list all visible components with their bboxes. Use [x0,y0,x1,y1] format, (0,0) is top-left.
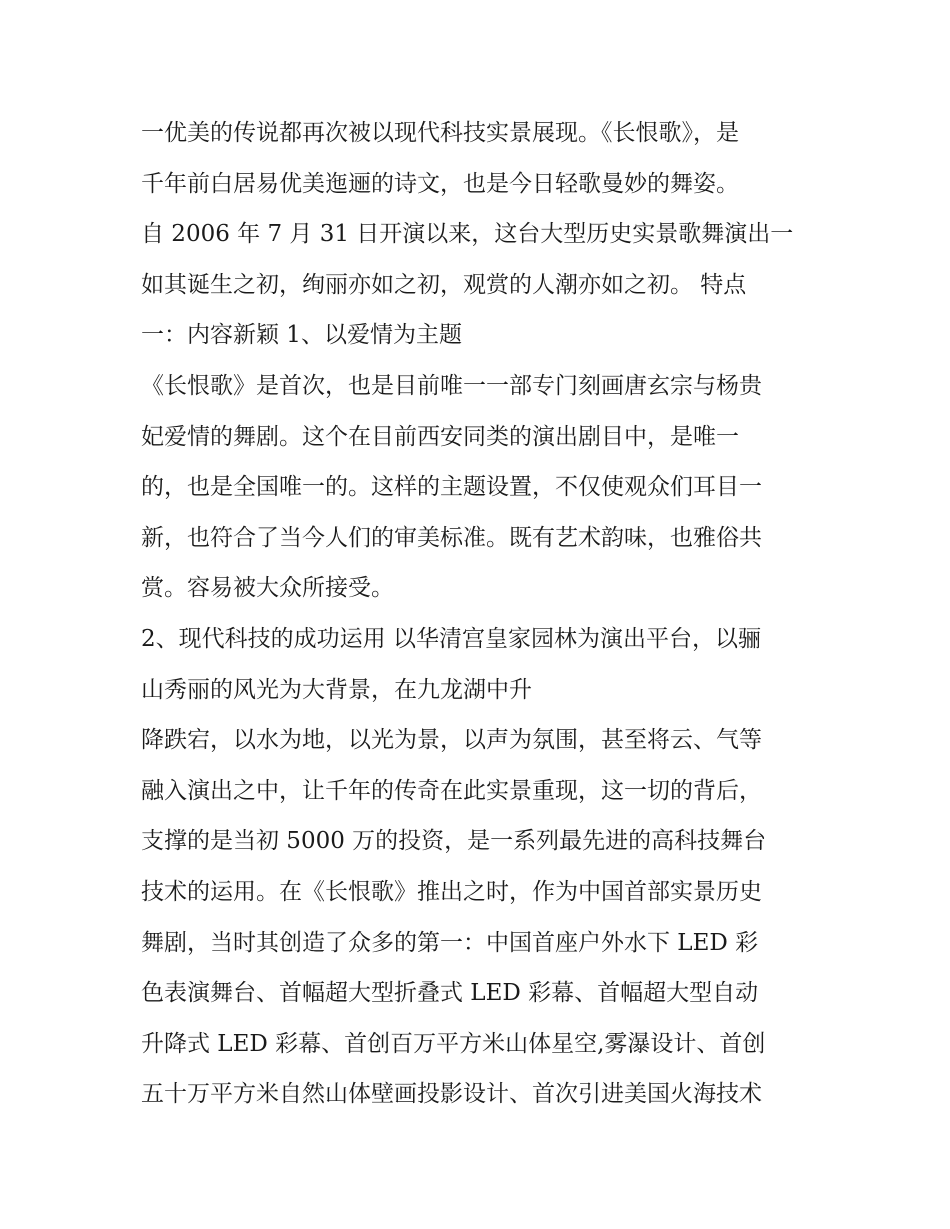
text-line: 赏。容易被大众所接受。 [141,575,394,602]
text-line: 色表演舞台、首幅超大型折叠式 LED 彩幕、首幅超大型自动 [141,980,759,1007]
body-text [141,108,821,1120]
text-line: 融入演出之中，让千年的传奇在此实景重现，这一切的背后， [141,777,762,804]
text-line: 的，也是全国唯一的。这样的主题设置，不仅使观众们耳目一 [141,474,762,501]
text-line: 新，也符合了当今人们的审美标准。既有艺术韵味，也雅俗共 [141,524,762,551]
text-line: 千年前白居易优美迤逦的诗文，也是今日轻歌曼妙的舞姿。 [141,170,739,197]
text-line: 如其诞生之初，绚丽亦如之初，观赏的人潮亦如之初。 特点 [141,271,747,298]
text-line: 一优美的传说都再次被以现代科技实景展现。《长恨歌》，是 [141,120,739,146]
text-line: 舞剧，当时其创造了众多的第一：中国首座户外水下 LED 彩 [141,929,759,956]
text-line: 五十万平方米自然山体壁画投影设计、首次引进美国火海技术 [141,1081,762,1108]
text-line: 《长恨歌》是首次，也是目前唯一一部专门刻画唐玄宗与杨贵 [141,372,762,399]
text-line: 降跌宕，以水为地，以光为景，以声为氛围，甚至将云、气等 [141,727,762,754]
text-line: 2、现代科技的成功运用 以华清宫皇家园林为演出平台，以骊 [141,625,761,652]
text-line: 支撑的是当初 5000 万的投资，是一系列最先进的高科技舞台 [141,828,767,855]
text-line: 技术的运用。在《长恨歌》推出之时，作为中国首部实景历史 [141,878,762,905]
text-line: 升降式 LED 彩幕、首创百万平方米山体星空,雾瀑设计、首创 [141,1030,766,1057]
text-line: 自 2006 年 7 月 31 日开演以来，这台大型历史实景歌舞演出一 [141,221,794,248]
text-line: 山秀丽的风光为大背景，在九龙湖中升 [141,676,532,703]
text-line: 妃爱情的舞剧。这个在目前西安同类的演出剧目中，是唯一 [141,423,739,450]
text-line: 一：内容新颖 1、以爱情为主题 [141,322,462,349]
